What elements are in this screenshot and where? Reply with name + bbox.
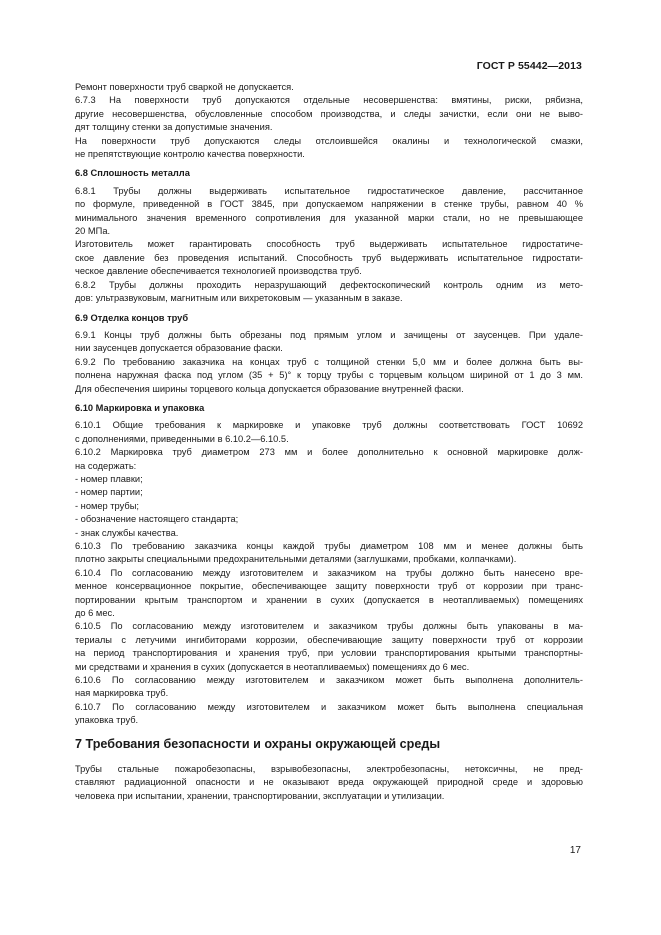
text-line: ставляют радиационной опасности и не оказывают вреда окружающей природной среде и здоровью [75,777,583,788]
text-line: на содержать: [75,460,137,471]
text-line: 20 МПа. [75,226,111,237]
text-line: дов: ультразвуковым, магнитным или вихретоковым — указанным в заказе. [75,293,403,304]
text-line: 6.10.5 По согласованию между изготовителем и заказчиком трубы должны быть упакованы в ма- [75,621,583,632]
text-line: 6.10.6 По согласованию между изготовителем и заказчиком может быть выполнена дополнитель- [75,675,583,686]
page-body [75,81,583,803]
text-line: Ремонт поверхности труб сваркой не допускается. [75,82,294,92]
block-6-7 [75,81,583,161]
text-line: не препятствующие контролю качества поверхности. [75,149,305,160]
text-line: менное консервационное покрытие, обеспечивающее защиту поверхности труб от коррозии при транс- [75,581,583,592]
text-line: териалы с летучими ингибиторами коррозии, обеспечивающие защиту поверхности труб от коррозии [75,634,583,645]
block-6-8 [75,185,583,306]
text-line: упаковка труб. [75,715,139,726]
text-line: нии заусенцев допускается образование фаски. [75,343,283,354]
text-line: 6.10.1 Общие требования к маркировке и упаковке труб должны соответствовать ГОСТ 10692 [75,420,583,431]
text-line: ческое давление обеспечивается технологией производства труб. [75,266,362,277]
text-line: на период транспортирования и хранения труб, при условии транспортирования крытыми транспортны- [75,648,583,659]
text-line: плотно закрыты специальными предохранительными деталями (заглушками, пробками, колпачками). [75,554,517,565]
section-heading-6-8: 6.8 Сплошность металла [75,168,190,179]
text-line: человека при испытании, хранении, транспортировании, эксплуатации и утилизации. [75,790,445,801]
section-heading-6-9: 6.9 Отделка концов труб [75,312,189,323]
text-line: по формуле, приведенной в ГОСТ 3845, при допускаемом напряжении в стенке трубы, равном 40 % [75,199,583,210]
text-line: - номер плавки; [75,473,143,484]
page-number: 17 [569,845,581,856]
block-6-10 [75,419,583,727]
text-line: Трубы стальные пожаробезопасны, взрывобезопасны, электробезопасны, нетоксичны, не пред- [75,763,583,774]
text-line: Для обеспечения ширины торцевого кольца допускается образование внутренней фаски. [75,383,464,394]
text-line: 6.10.7 По согласованию между изготовителем и заказчиком может быть выполнена специальная [75,701,583,712]
text-line: дят толщину стенки за допустимые значения. [75,122,273,133]
text-line: другие несовершенства, обусловленные способом производства, и следы зачистки, если они не выво- [75,108,583,119]
text-line: портировании крытым транспортом и хранении в сухих (допускается в неотапливаемых) помещениях [75,594,583,605]
text-line: Изготовитель может гарантировать способность труб выдерживать испытательное гидростатиче- [75,239,583,250]
text-line: 6.10.3 По требованию заказчика концы каждой трубы диаметром 108 мм и менее должны быть [75,541,583,551]
text-line: 6.7.3 На поверхности труб допускаются отдельные несовершенства: вмятины, риски, рябизна, [75,95,583,106]
text-line: - номер партии; [75,487,143,498]
text-line: ми средствами и хранения в сухих (допускается в неотапливаемых) помещениях до 6 мес. [75,661,470,672]
section-heading-6-10: 6.10 Маркировка и упаковка [75,402,205,413]
text-line: 6.10.2 Маркировка труб диаметром 273 мм и более дополнительно к основной маркировке долж- [75,447,583,458]
text-line: - номер трубы; [75,500,139,511]
block-6-9 [75,329,583,396]
block-7 [75,763,583,803]
text-line: полнена наружная фаска под углом (35 + 5)° к торцу трубы с торцевым кольцом шириной от 1 до 3 мм. [75,370,583,381]
text-line: - обозначение настоящего стандарта; [75,514,239,525]
text-line: с дополнениями, приведенными в 6.10.2—6.10.5. [75,433,289,444]
text-line: - знак службы качества. [75,527,179,538]
text-line: минимального значения временного сопротивления для указанной марки стали, но не превышающее [75,212,583,223]
text-line: 6.8.1 Трубы должны выдерживать испытательное гидростатическое давление, рассчитанное [75,185,583,196]
text-line: На поверхности труб допускаются следы отслоившейся окалины и технологической смазки, [75,135,583,146]
chapter-heading-7: 7 Требования безопасности и охраны окружающей среды [75,736,441,751]
text-line: 6.9.2 По требованию заказчика на концах труб с толщиной стенки 5,0 мм и более должна быть вы- [75,356,583,367]
text-line: 6.9.1 Концы труб должны быть обрезаны под прямым углом и зачищены от заусенцев. При удале- [75,329,583,340]
text-line: ная маркировка труб. [75,688,169,699]
text-line: ское давление без проведения испытаний. Способность труб выдерживать испытательное гидростати- [75,252,583,263]
text-line: до 6 мес. [75,608,115,619]
document-code: ГОСТ Р 55442—2013 [476,60,582,72]
text-line: 6.10.4 По согласованию между изготовителем и заказчиком на трубы должно быть нанесено вре- [75,567,583,578]
text-line: 6.8.2 Трубы должны проходить неразрушающий дефектоскопический контроль одним из мето- [75,279,583,290]
